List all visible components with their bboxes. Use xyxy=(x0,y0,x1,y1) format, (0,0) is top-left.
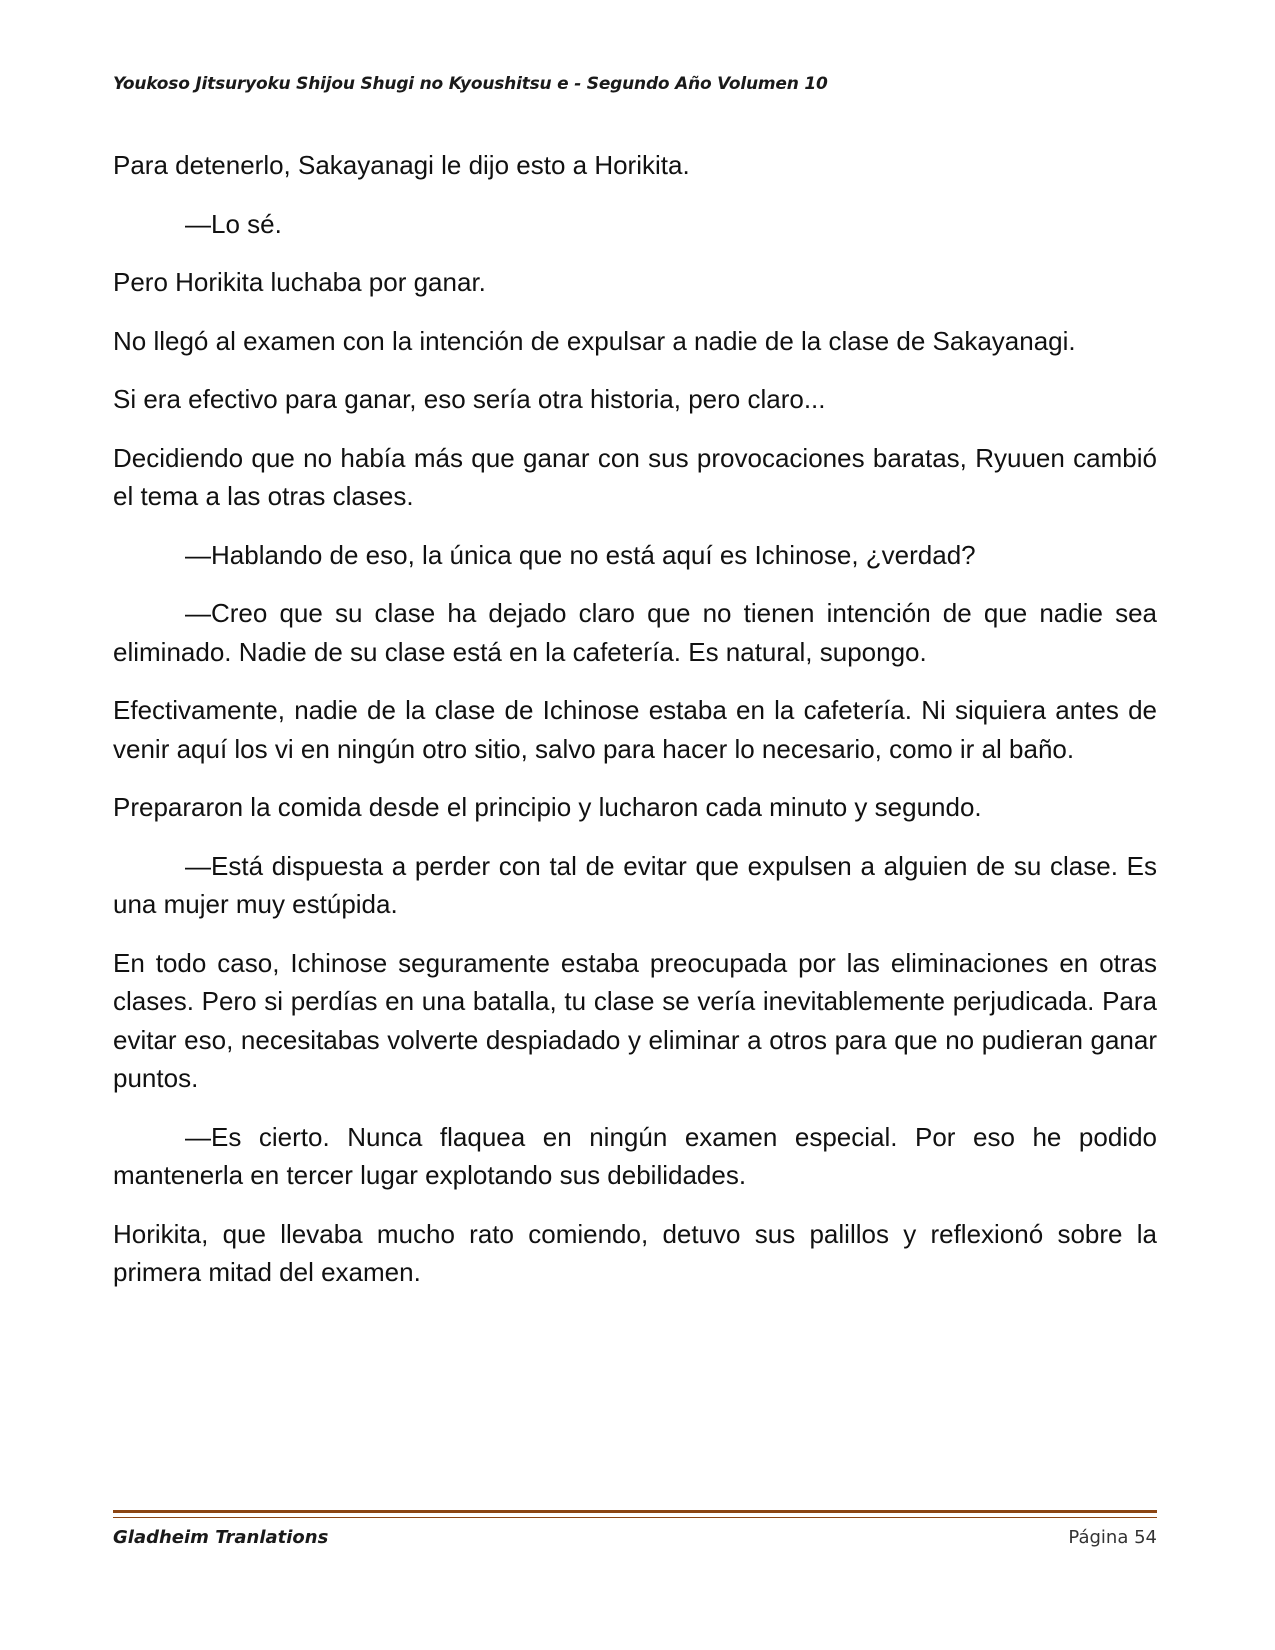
dialogue-paragraph: —Hablando de eso, la única que no está aquí es Ichinose, ¿verdad? xyxy=(185,539,976,570)
paragraph: En todo caso, Ichinose seguramente estaba preocupada por las eliminaciones en otras clases. Pero si perdías en una batalla, tu clase se vería inevitablemente perjudicada. Para evitar eso, necesitabas volverte despiadado y eliminar a otros para que no pudieran ganar puntos. xyxy=(113,947,1157,1093)
footer-divider xyxy=(113,1510,1157,1518)
running-header: Youkoso Jitsuryoku Shijou Shugi no Kyoushitsu e - Segundo Año Volumen 10 xyxy=(113,74,828,94)
page-number: Página 54 xyxy=(1068,1527,1157,1548)
paragraph: Si era efectivo para ganar, eso sería otra historia, pero claro... xyxy=(113,384,826,414)
paragraph: No llegó al examen con la intención de expulsar a nadie de la clase de Sakayanagi. xyxy=(113,325,1076,356)
footer-publisher: Gladheim Tranlations xyxy=(113,1527,329,1548)
dialogue-paragraph: —Creo que su clase ha dejado claro que no tienen intención de que nadie sea eliminado. Nadie de su clase está en la cafetería. Es natural, supongo. xyxy=(113,598,1157,667)
paragraph: Para detenerlo, Sakayanagi le dijo esto a Horikita. xyxy=(113,150,690,180)
dialogue-paragraph: —Es cierto. Nunca flaquea en ningún examen especial. Por eso he podido mantenerla en tercer lugar explotando sus debilidades. xyxy=(113,1121,1157,1190)
paragraph: Efectivamente, nadie de la clase de Ichinose estaba en la cafetería. Ni siquiera antes de venir aquí los vi en ningún otro sitio, salvo para hacer lo necesario, como ir al baño. xyxy=(113,695,1157,764)
page-body xyxy=(113,146,1157,1312)
dialogue-paragraph: —Está dispuesta a perder con tal de evitar que expulsen a alguien de su clase. Es una mujer muy estúpida. xyxy=(113,850,1157,919)
dialogue-paragraph: —Lo sé. xyxy=(185,208,282,239)
paragraph: Pero Horikita luchaba por ganar. xyxy=(113,267,486,297)
paragraph: Decidiendo que no había más que ganar con sus provocaciones baratas, Ryuuen cambió el tema a las otras clases. xyxy=(113,442,1157,511)
paragraph: Prepararon la comida desde el principio y lucharon cada minuto y segundo. xyxy=(113,792,982,822)
paragraph: Horikita, que llevaba mucho rato comiendo, detuvo sus palillos y reflexionó sobre la primera mitad del examen. xyxy=(113,1218,1157,1287)
